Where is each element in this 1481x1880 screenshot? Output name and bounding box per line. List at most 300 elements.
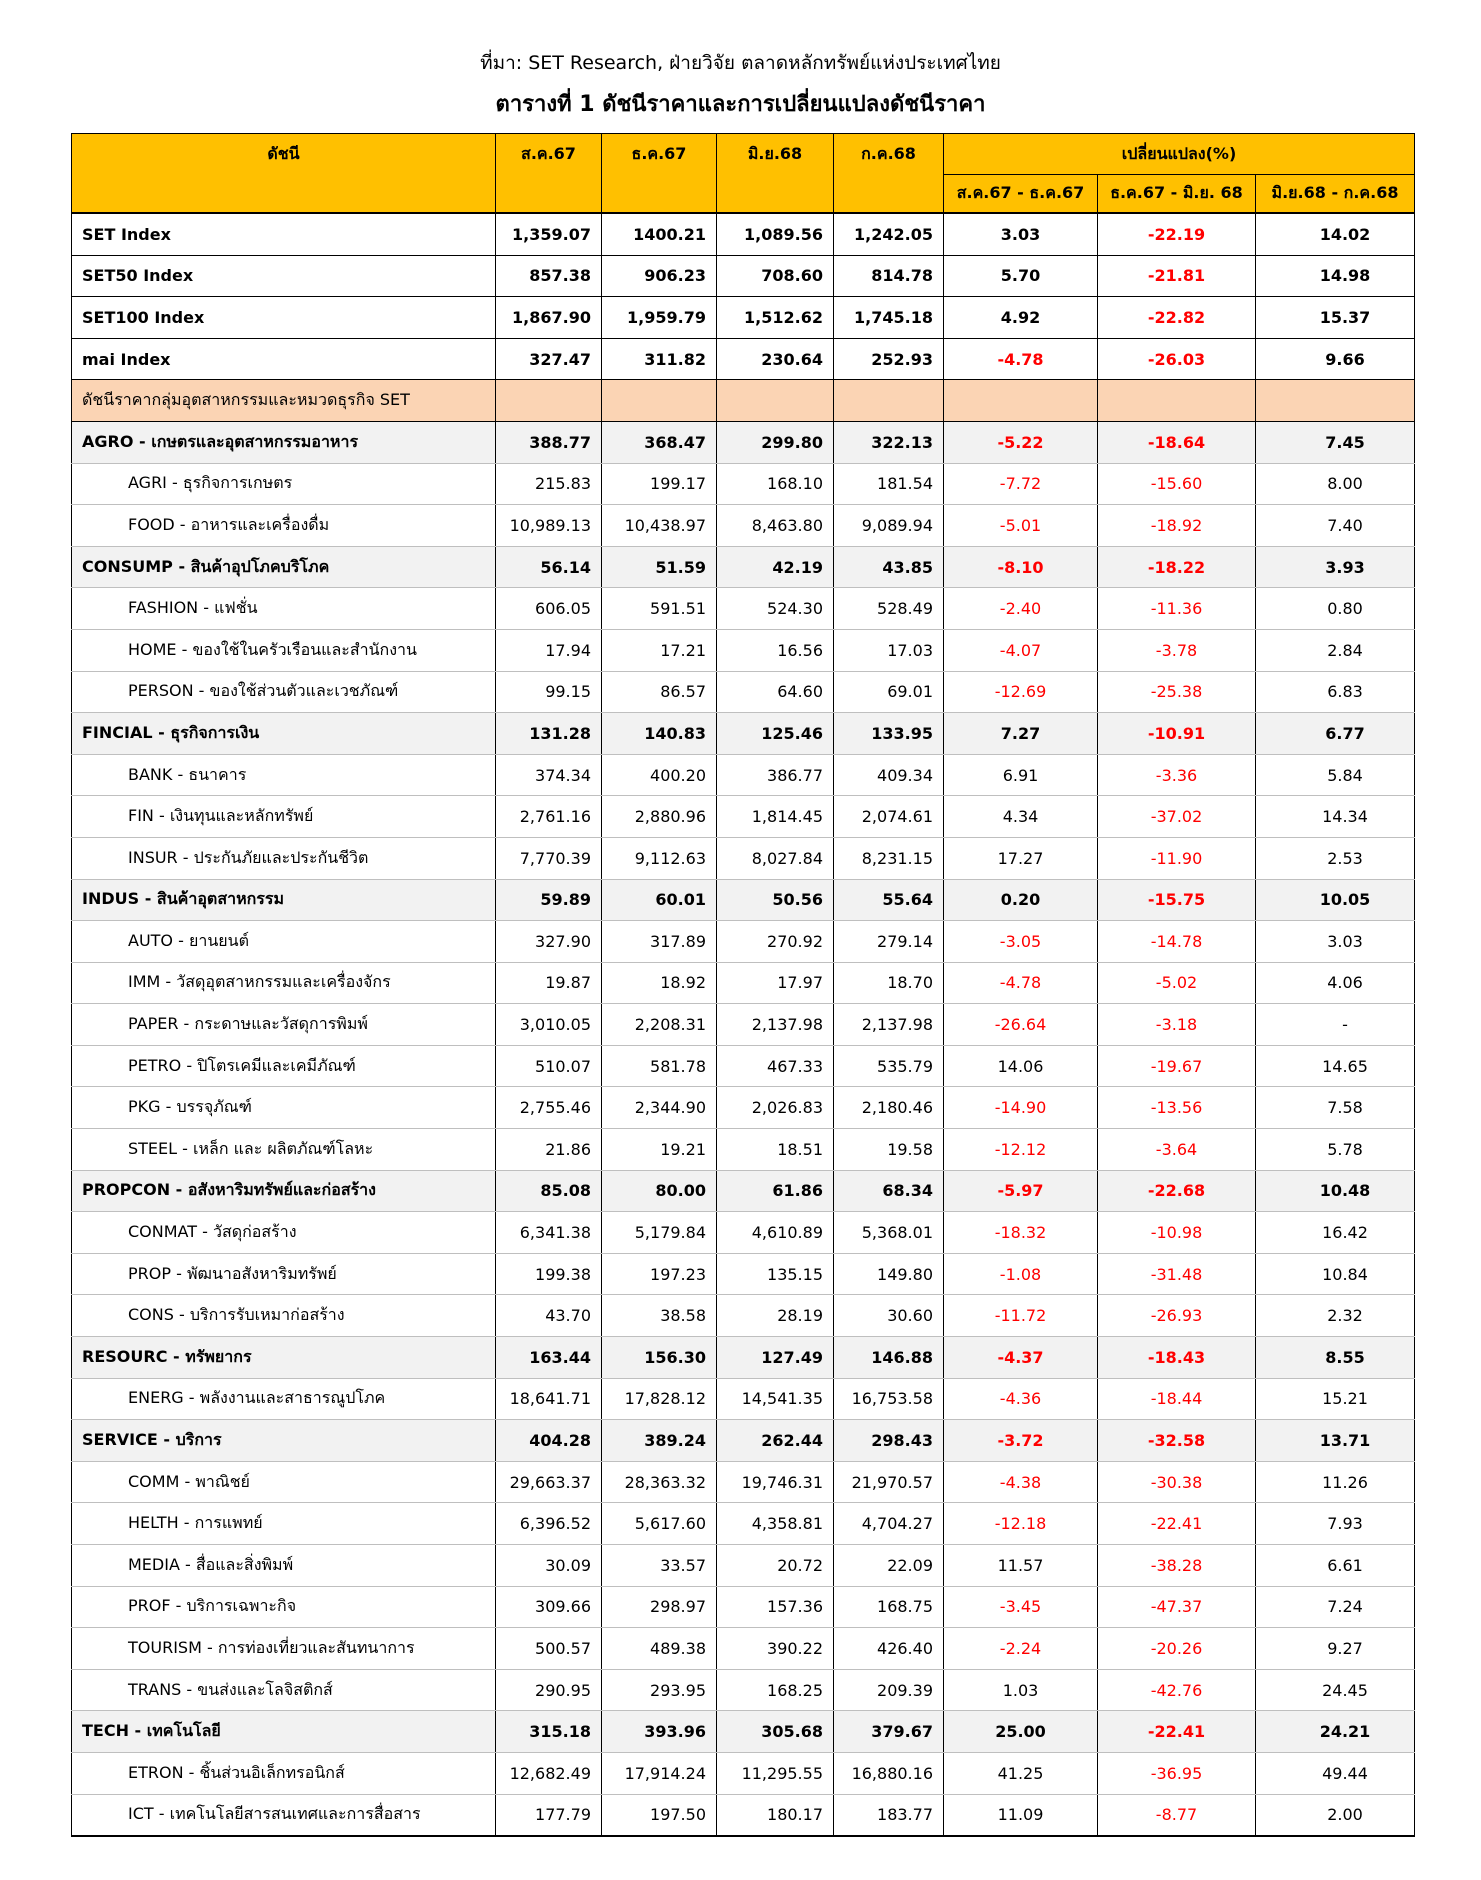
index-value: 252.93 <box>834 338 944 380</box>
index-value: 5,179.84 <box>602 1212 717 1254</box>
table-row <box>72 1628 1415 1670</box>
section-row <box>72 380 1415 422</box>
change-value: -4.36 <box>944 1378 1098 1420</box>
change-value: -8.10 <box>944 546 1098 588</box>
index-name: FASHION - แฟชั่น <box>72 588 496 630</box>
table-row <box>72 629 1415 671</box>
index-value: 140.83 <box>602 713 717 755</box>
change-value: 41.25 <box>944 1752 1098 1794</box>
table-row <box>72 1004 1415 1046</box>
index-name: FOOD - อาหารและเครื่องดื่ม <box>72 505 496 547</box>
change-value: 14.06 <box>944 1045 1098 1087</box>
index-value: 327.90 <box>496 921 602 963</box>
change-value: 2.32 <box>1256 1295 1415 1337</box>
change-value: -2.40 <box>944 588 1098 630</box>
index-value: 404.28 <box>496 1420 602 1462</box>
index-value: 64.60 <box>717 671 834 713</box>
change-value: 8.55 <box>1256 1337 1415 1379</box>
change-value: -32.58 <box>1098 1420 1256 1462</box>
index-name: SET100 Index <box>72 297 496 339</box>
change-value: 0.80 <box>1256 588 1415 630</box>
change-value: 5.84 <box>1256 754 1415 796</box>
table-row <box>72 1212 1415 1254</box>
index-value: 1,745.18 <box>834 297 944 339</box>
index-value: 55.64 <box>834 879 944 921</box>
index-name: CONSUMP - สินค้าอุปโภคบริโภค <box>72 546 496 588</box>
index-value: 8,027.84 <box>717 837 834 879</box>
change-value: -13.56 <box>1098 1087 1256 1129</box>
index-value: 21.86 <box>496 1129 602 1171</box>
change-value: -3.18 <box>1098 1004 1256 1046</box>
index-value: 69.01 <box>834 671 944 713</box>
change-value: -14.90 <box>944 1087 1098 1129</box>
index-value: 290.95 <box>496 1669 602 1711</box>
index-value: 9,089.94 <box>834 505 944 547</box>
index-value: 168.25 <box>717 1669 834 1711</box>
change-value: 24.21 <box>1256 1711 1415 1753</box>
change-value: -3.45 <box>944 1586 1098 1628</box>
change-value: -30.38 <box>1098 1461 1256 1503</box>
source-note: ที่มา: SET Research, ฝ่ายวิจัย ตลาดหลักทรัพย์แห่งประเทศไทย <box>480 52 1001 74</box>
header-change-period: ส.ค.67 - ธ.ค.67 <box>944 175 1098 214</box>
table-row <box>72 1087 1415 1129</box>
index-name: PROPCON - อสังหาริมทรัพย์และก่อสร้าง <box>72 1170 496 1212</box>
index-value: 299.80 <box>717 421 834 463</box>
index-value: 230.64 <box>717 338 834 380</box>
change-value: -10.98 <box>1098 1212 1256 1254</box>
index-value: 8,231.15 <box>834 837 944 879</box>
index-name: RESOURC - ทรัพยากร <box>72 1337 496 1379</box>
index-value: 17.21 <box>602 629 717 671</box>
change-value: 4.06 <box>1256 962 1415 1004</box>
table-row <box>72 1170 1415 1212</box>
index-name: PETRO - ปิโตรเคมีและเคมีภัณฑ์ <box>72 1045 496 1087</box>
change-value: 10.84 <box>1256 1253 1415 1295</box>
change-value: 15.37 <box>1256 297 1415 339</box>
index-value: 21,970.57 <box>834 1461 944 1503</box>
header-change: เปลี่ยนแปลง(%) <box>944 134 1415 175</box>
change-value: -18.64 <box>1098 421 1256 463</box>
index-value: 322.13 <box>834 421 944 463</box>
index-value: 386.77 <box>717 754 834 796</box>
table-row <box>72 1337 1415 1379</box>
change-value: 10.48 <box>1256 1170 1415 1212</box>
change-value: 17.27 <box>944 837 1098 879</box>
index-value: 156.30 <box>602 1337 717 1379</box>
index-name: AGRI - ธุรกิจการเกษตร <box>72 463 496 505</box>
index-value: 51.59 <box>602 546 717 588</box>
index-name: COMM - พาณิชย์ <box>72 1461 496 1503</box>
change-value: -5.97 <box>944 1170 1098 1212</box>
index-value: 279.14 <box>834 921 944 963</box>
table-row <box>72 879 1415 921</box>
change-value: -3.78 <box>1098 629 1256 671</box>
index-value: 180.17 <box>717 1794 834 1836</box>
index-value: 400.20 <box>602 754 717 796</box>
index-value: 489.38 <box>602 1628 717 1670</box>
change-value: 11.57 <box>944 1545 1098 1587</box>
index-name: AGRO - เกษตรและอุตสาหกรรมอาหาร <box>72 421 496 463</box>
table-row <box>72 1420 1415 1462</box>
index-value: 581.78 <box>602 1045 717 1087</box>
header-change-period: ธ.ค.67 - มิ.ย. 68 <box>1098 175 1256 214</box>
change-value: -31.48 <box>1098 1253 1256 1295</box>
change-value: 7.27 <box>944 713 1098 755</box>
index-name: HELTH - การแพทย์ <box>72 1503 496 1545</box>
table-row <box>72 1045 1415 1087</box>
index-value: 199.38 <box>496 1253 602 1295</box>
index-value: 2,026.83 <box>717 1087 834 1129</box>
change-value: 5.78 <box>1256 1129 1415 1171</box>
index-name: INSUR - ประกันภัยและประกันชีวิต <box>72 837 496 879</box>
index-value: 61.86 <box>717 1170 834 1212</box>
index-value: 60.01 <box>602 879 717 921</box>
header-period: ธ.ค.67 <box>602 134 717 214</box>
change-value: -18.92 <box>1098 505 1256 547</box>
change-value: -22.41 <box>1098 1503 1256 1545</box>
index-value: 5,617.60 <box>602 1503 717 1545</box>
price-index-table <box>71 133 1415 1837</box>
index-value: 298.97 <box>602 1586 717 1628</box>
table-row <box>72 1586 1415 1628</box>
index-value: 30.09 <box>496 1545 602 1587</box>
index-value: 19,746.31 <box>717 1461 834 1503</box>
change-value: -47.37 <box>1098 1586 1256 1628</box>
change-value: -5.02 <box>1098 962 1256 1004</box>
index-name: CONS - บริการรับเหมาก่อสร้าง <box>72 1295 496 1337</box>
index-value: 197.50 <box>602 1794 717 1836</box>
index-value: 7,770.39 <box>496 837 602 879</box>
index-value: 708.60 <box>717 255 834 297</box>
change-value: -37.02 <box>1098 796 1256 838</box>
index-value: 14,541.35 <box>717 1378 834 1420</box>
index-value: 85.08 <box>496 1170 602 1212</box>
index-value: 389.24 <box>602 1420 717 1462</box>
table-row <box>72 754 1415 796</box>
index-name: PROP - พัฒนาอสังหาริมทรัพย์ <box>72 1253 496 1295</box>
change-value: -19.67 <box>1098 1045 1256 1087</box>
change-value: 6.61 <box>1256 1545 1415 1587</box>
change-value: -20.26 <box>1098 1628 1256 1670</box>
index-value: 17.97 <box>717 962 834 1004</box>
index-value: 528.49 <box>834 588 944 630</box>
change-value: 9.66 <box>1256 338 1415 380</box>
change-value: -18.43 <box>1098 1337 1256 1379</box>
index-name: MEDIA - สื่อและสิ่งพิมพ์ <box>72 1545 496 1587</box>
change-value: -12.69 <box>944 671 1098 713</box>
change-value: -26.93 <box>1098 1295 1256 1337</box>
index-value: 10,438.97 <box>602 505 717 547</box>
index-value: 38.58 <box>602 1295 717 1337</box>
index-name: SET Index <box>72 213 496 255</box>
index-value: 19.58 <box>834 1129 944 1171</box>
change-value: -18.32 <box>944 1212 1098 1254</box>
change-value: -11.90 <box>1098 837 1256 879</box>
index-value: 43.70 <box>496 1295 602 1337</box>
index-value: 368.47 <box>602 421 717 463</box>
change-value: -26.64 <box>944 1004 1098 1046</box>
header-change-period: มิ.ย.68 - ก.ค.68 <box>1256 175 1415 214</box>
index-value: 390.22 <box>717 1628 834 1670</box>
index-value: 16,880.16 <box>834 1752 944 1794</box>
section-empty-cell <box>944 380 1098 422</box>
index-value: 8,463.80 <box>717 505 834 547</box>
index-name: SET50 Index <box>72 255 496 297</box>
change-value: 14.98 <box>1256 255 1415 297</box>
index-value: 857.38 <box>496 255 602 297</box>
index-value: 467.33 <box>717 1045 834 1087</box>
change-value: -25.38 <box>1098 671 1256 713</box>
table-row <box>72 1461 1415 1503</box>
index-value: 18.51 <box>717 1129 834 1171</box>
index-value: 131.28 <box>496 713 602 755</box>
index-name: INDUS - สินค้าอุตสาหกรรม <box>72 879 496 921</box>
index-value: 379.67 <box>834 1711 944 1753</box>
index-value: 17,914.24 <box>602 1752 717 1794</box>
table-row <box>72 671 1415 713</box>
change-value: 49.44 <box>1256 1752 1415 1794</box>
change-value: -14.78 <box>1098 921 1256 963</box>
index-value: 6,396.52 <box>496 1503 602 1545</box>
index-value: 6,341.38 <box>496 1212 602 1254</box>
index-name: TRANS - ขนส่งและโลจิสติกส์ <box>72 1669 496 1711</box>
change-value: 6.83 <box>1256 671 1415 713</box>
change-value: -12.18 <box>944 1503 1098 1545</box>
table-row <box>72 1752 1415 1794</box>
index-value: 2,074.61 <box>834 796 944 838</box>
header-period: ก.ค.68 <box>834 134 944 214</box>
index-value: 146.88 <box>834 1337 944 1379</box>
index-value: 1,089.56 <box>717 213 834 255</box>
table-row <box>72 213 1415 255</box>
index-value: 168.10 <box>717 463 834 505</box>
section-empty-cell <box>602 380 717 422</box>
index-value: 168.75 <box>834 1586 944 1628</box>
index-value: 426.40 <box>834 1628 944 1670</box>
index-value: 215.83 <box>496 463 602 505</box>
index-value: 524.30 <box>717 588 834 630</box>
index-value: 3,010.05 <box>496 1004 602 1046</box>
section-empty-cell <box>717 380 834 422</box>
change-value: 24.45 <box>1256 1669 1415 1711</box>
change-value: 16.42 <box>1256 1212 1415 1254</box>
change-value: -7.72 <box>944 463 1098 505</box>
index-value: 262.44 <box>717 1420 834 1462</box>
index-value: 409.34 <box>834 754 944 796</box>
change-value: 9.27 <box>1256 1628 1415 1670</box>
table-row <box>72 1503 1415 1545</box>
index-value: 197.23 <box>602 1253 717 1295</box>
change-value: 11.26 <box>1256 1461 1415 1503</box>
index-value: 393.96 <box>602 1711 717 1753</box>
header-period: ส.ค.67 <box>496 134 602 214</box>
index-value: 2,344.90 <box>602 1087 717 1129</box>
index-name: PERSON - ของใช้ส่วนตัวและเวชภัณฑ์ <box>72 671 496 713</box>
table-row <box>72 463 1415 505</box>
change-value: -10.91 <box>1098 713 1256 755</box>
change-value: 14.34 <box>1256 796 1415 838</box>
index-name: PAPER - กระดาษและวัสดุการพิมพ์ <box>72 1004 496 1046</box>
section-empty-cell <box>1098 380 1256 422</box>
index-value: 2,180.46 <box>834 1087 944 1129</box>
index-name: FINCIAL - ธุรกิจการเงิน <box>72 713 496 755</box>
change-value: 6.77 <box>1256 713 1415 755</box>
index-value: 309.66 <box>496 1586 602 1628</box>
index-value: 9,112.63 <box>602 837 717 879</box>
change-value: 8.00 <box>1256 463 1415 505</box>
change-value: -42.76 <box>1098 1669 1256 1711</box>
change-value: 10.05 <box>1256 879 1415 921</box>
table-row <box>72 796 1415 838</box>
table-row <box>72 297 1415 339</box>
index-value: 606.05 <box>496 588 602 630</box>
index-value: 4,610.89 <box>717 1212 834 1254</box>
index-name: TOURISM - การท่องเที่ยวและสันทนาการ <box>72 1628 496 1670</box>
index-value: 16,753.58 <box>834 1378 944 1420</box>
index-value: 591.51 <box>602 588 717 630</box>
table-row <box>72 338 1415 380</box>
index-value: 59.89 <box>496 879 602 921</box>
change-value: 0.20 <box>944 879 1098 921</box>
table-row <box>72 546 1415 588</box>
table-row <box>72 505 1415 547</box>
change-value: -3.64 <box>1098 1129 1256 1171</box>
index-value: 1,242.05 <box>834 213 944 255</box>
change-value: -3.72 <box>944 1420 1098 1462</box>
index-value: 535.79 <box>834 1045 944 1087</box>
index-name: ICT - เทคโนโลยีสารสนเทศและการสื่อสาร <box>72 1794 496 1836</box>
index-value: 2,761.16 <box>496 796 602 838</box>
section-label: ดัชนีราคากลุ่มอุตสาหกรรมและหมวดธุรกิจ SET <box>72 380 496 422</box>
change-value: -5.22 <box>944 421 1098 463</box>
change-value: -5.01 <box>944 505 1098 547</box>
index-value: 133.95 <box>834 713 944 755</box>
index-value: 12,682.49 <box>496 1752 602 1794</box>
section-empty-cell <box>496 380 602 422</box>
index-value: 20.72 <box>717 1545 834 1587</box>
index-name: ENERG - พลังงานและสาธารณูปโภค <box>72 1378 496 1420</box>
index-value: 4,358.81 <box>717 1503 834 1545</box>
index-value: 814.78 <box>834 255 944 297</box>
index-value: 1,959.79 <box>602 297 717 339</box>
change-value: -18.44 <box>1098 1378 1256 1420</box>
index-value: 374.34 <box>496 754 602 796</box>
change-value: - <box>1256 1004 1415 1046</box>
index-value: 19.87 <box>496 962 602 1004</box>
index-value: 2,880.96 <box>602 796 717 838</box>
change-value: -15.75 <box>1098 879 1256 921</box>
index-value: 906.23 <box>602 255 717 297</box>
change-value: -15.60 <box>1098 463 1256 505</box>
table-row <box>72 1545 1415 1587</box>
change-value: 15.21 <box>1256 1378 1415 1420</box>
header-period: มิ.ย.68 <box>717 134 834 214</box>
change-value: 14.02 <box>1256 213 1415 255</box>
index-value: 2,137.98 <box>834 1004 944 1046</box>
index-name: CONMAT - วัสดุก่อสร้าง <box>72 1212 496 1254</box>
index-value: 86.57 <box>602 671 717 713</box>
section-empty-cell <box>834 380 944 422</box>
table-row <box>72 1794 1415 1836</box>
index-value: 149.80 <box>834 1253 944 1295</box>
index-name: BANK - ธนาคาร <box>72 754 496 796</box>
index-value: 177.79 <box>496 1794 602 1836</box>
change-value: -21.81 <box>1098 255 1256 297</box>
change-value: -38.28 <box>1098 1545 1256 1587</box>
index-value: 2,755.46 <box>496 1087 602 1129</box>
index-name: PKG - บรรจุภัณฑ์ <box>72 1087 496 1129</box>
change-value: 3.93 <box>1256 546 1415 588</box>
index-value: 510.07 <box>496 1045 602 1087</box>
change-value: 11.09 <box>944 1794 1098 1836</box>
index-value: 157.36 <box>717 1586 834 1628</box>
change-value: -4.38 <box>944 1461 1098 1503</box>
change-value: -36.95 <box>1098 1752 1256 1794</box>
change-value: -2.24 <box>944 1628 1098 1670</box>
index-value: 315.18 <box>496 1711 602 1753</box>
change-value: 7.93 <box>1256 1503 1415 1545</box>
index-name: SERVICE - บริการ <box>72 1420 496 1462</box>
index-value: 199.17 <box>602 463 717 505</box>
table-row <box>72 1253 1415 1295</box>
change-value: -4.07 <box>944 629 1098 671</box>
change-value: -22.68 <box>1098 1170 1256 1212</box>
index-name: STEEL - เหล็ก และ ผลิตภัณฑ์โลหะ <box>72 1129 496 1171</box>
table-row <box>72 1669 1415 1711</box>
index-value: 80.00 <box>602 1170 717 1212</box>
index-value: 125.46 <box>717 713 834 755</box>
index-value: 1400.21 <box>602 213 717 255</box>
change-value: 7.40 <box>1256 505 1415 547</box>
index-value: 99.15 <box>496 671 602 713</box>
index-value: 293.95 <box>602 1669 717 1711</box>
change-value: -22.82 <box>1098 297 1256 339</box>
index-value: 298.43 <box>834 1420 944 1462</box>
index-value: 163.44 <box>496 1337 602 1379</box>
change-value: 6.91 <box>944 754 1098 796</box>
table-row <box>72 921 1415 963</box>
index-value: 68.34 <box>834 1170 944 1212</box>
index-value: 1,512.62 <box>717 297 834 339</box>
index-value: 17.03 <box>834 629 944 671</box>
change-value: -12.12 <box>944 1129 1098 1171</box>
index-value: 18.92 <box>602 962 717 1004</box>
change-value: 2.53 <box>1256 837 1415 879</box>
table-title: ตารางที่ 1 ดัชนีราคาและการเปลี่ยนแปลงดัชนีราคา <box>495 92 986 117</box>
index-value: 19.21 <box>602 1129 717 1171</box>
change-value: 25.00 <box>944 1711 1098 1753</box>
index-value: 135.15 <box>717 1253 834 1295</box>
table-row <box>72 588 1415 630</box>
change-value: -4.78 <box>944 962 1098 1004</box>
index-value: 209.39 <box>834 1669 944 1711</box>
table-row <box>72 1378 1415 1420</box>
index-value: 10,989.13 <box>496 505 602 547</box>
index-value: 29,663.37 <box>496 1461 602 1503</box>
index-value: 17.94 <box>496 629 602 671</box>
index-value: 28,363.32 <box>602 1461 717 1503</box>
index-value: 16.56 <box>717 629 834 671</box>
table-row <box>72 713 1415 755</box>
index-name: PROF - บริการเฉพาะกิจ <box>72 1586 496 1628</box>
change-value: -26.03 <box>1098 338 1256 380</box>
index-value: 5,368.01 <box>834 1212 944 1254</box>
change-value: -8.77 <box>1098 1794 1256 1836</box>
index-value: 18,641.71 <box>496 1378 602 1420</box>
change-value: -3.05 <box>944 921 1098 963</box>
table-row <box>72 962 1415 1004</box>
index-value: 317.89 <box>602 921 717 963</box>
